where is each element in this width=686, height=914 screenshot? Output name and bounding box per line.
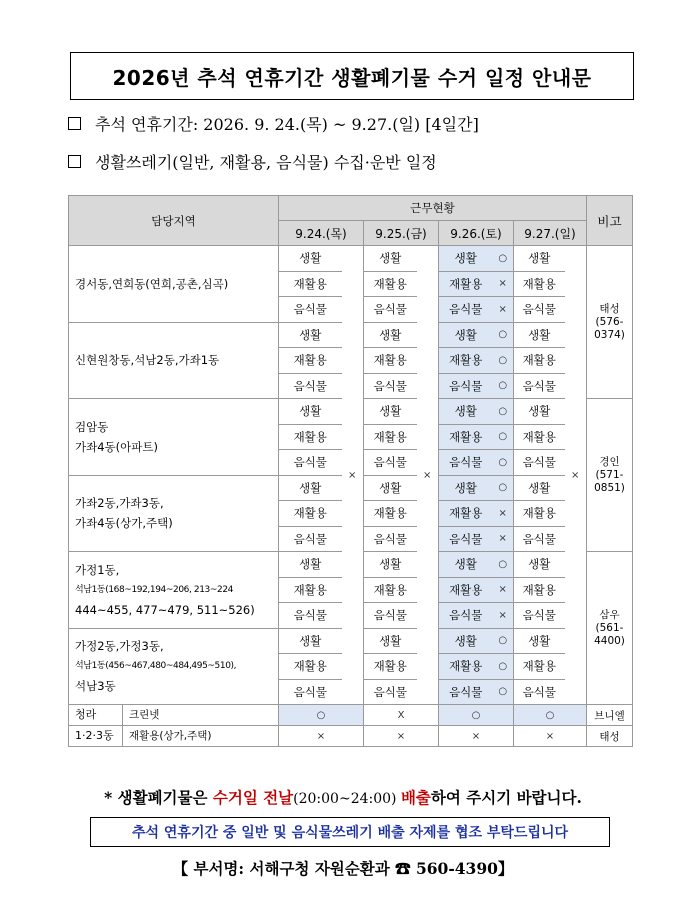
date-header: 9.24.(목) bbox=[279, 221, 364, 246]
waste-type-cell: 재활용 bbox=[514, 654, 565, 680]
schedule-table bbox=[68, 195, 633, 747]
status-header: 근무현황 bbox=[279, 196, 587, 221]
schedule-heading bbox=[68, 150, 437, 173]
cheongra-remark: 태성 bbox=[587, 726, 633, 747]
schedule-heading-text: 생활쓰레기(일반, 재활용, 음식물) 수집·운반 일정 bbox=[95, 153, 437, 172]
waste-type-cell: 음식물 bbox=[514, 603, 565, 629]
cheongra-type: 재활용(상가,주택) bbox=[123, 726, 279, 747]
waste-type-cell: 생활 bbox=[279, 322, 342, 348]
status-mark: ○ bbox=[493, 424, 514, 450]
waste-type-cell: 음식물 bbox=[439, 526, 493, 552]
status-mark: ○ bbox=[493, 348, 514, 374]
waste-type-cell: 생활 bbox=[439, 399, 493, 425]
area-line: 석남3동 bbox=[75, 679, 116, 694]
waste-type-cell: 재활용 bbox=[514, 348, 565, 374]
area-line: 석남1동(168~192,194~206, 213~224 bbox=[75, 584, 233, 595]
area-line: 가정2동,가정3동, bbox=[75, 639, 164, 654]
waste-type-cell: 생활 bbox=[364, 552, 417, 578]
waste-type-cell: 생활 bbox=[514, 399, 565, 425]
waste-type-cell: 음식물 bbox=[514, 373, 565, 399]
waste-type-cell: 재활용 bbox=[364, 271, 417, 297]
waste-type-cell: 생활 bbox=[279, 628, 342, 654]
waste-type-cell: 음식물 bbox=[514, 450, 565, 476]
waste-type-cell: 재활용 bbox=[439, 348, 493, 374]
waste-type-cell: 음식물 bbox=[279, 679, 342, 705]
cheongra-mark: × bbox=[514, 726, 587, 747]
notice-highlight: 수거일 전날 bbox=[212, 788, 294, 807]
waste-type-cell: 음식물 bbox=[439, 297, 493, 323]
status-mark: × bbox=[417, 246, 439, 705]
waste-type-cell: 재활용 bbox=[439, 271, 493, 297]
waste-type-cell: 음식물 bbox=[279, 603, 342, 629]
status-mark: × bbox=[493, 297, 514, 323]
remark-cell: 삼우 (561- 4400) bbox=[587, 552, 633, 705]
waste-type-cell: 재활용 bbox=[439, 654, 493, 680]
cheongra-mark: ○ bbox=[279, 705, 364, 726]
area-line: 가좌4동(아파트) bbox=[75, 439, 158, 454]
waste-type-cell: 생활 bbox=[439, 552, 493, 578]
waste-type-cell: 재활용 bbox=[439, 577, 493, 603]
waste-type-cell: 음식물 bbox=[439, 603, 493, 629]
area-line: 검암동 bbox=[75, 419, 109, 434]
remark-cell: 태성 (576- 0374) bbox=[587, 246, 633, 399]
waste-type-cell: 재활용 bbox=[279, 424, 342, 450]
waste-type-cell: 생활 bbox=[514, 246, 565, 272]
status-mark: ○ bbox=[493, 475, 514, 501]
waste-type-cell: 음식물 bbox=[364, 297, 417, 323]
waste-type-cell: 생활 bbox=[439, 475, 493, 501]
waste-type-cell: 생활 bbox=[514, 552, 565, 578]
area-line: 석남1동(456~467,480~484,495~510), bbox=[75, 661, 237, 672]
document-title: 2026년 추석 연휴기간 생활폐기물 수거 일정 안내문 bbox=[70, 52, 634, 100]
header-row bbox=[69, 196, 633, 221]
waste-type-cell: 재활용 bbox=[279, 654, 342, 680]
waste-type-cell: 음식물 bbox=[439, 679, 493, 705]
waste-type-cell: 생활 bbox=[364, 475, 417, 501]
status-mark: ○ bbox=[493, 246, 514, 272]
remark-header: 비고 bbox=[587, 196, 633, 246]
waste-type-cell: 음식물 bbox=[279, 526, 342, 552]
status-mark: ○ bbox=[493, 450, 514, 476]
cheongra-type: 크린넷 bbox=[123, 705, 279, 726]
cooperation-request: 추석 연휴기간 중 일반 및 음식물쓰레기 배출 자제를 협조 부탁드립니다 bbox=[90, 817, 610, 847]
waste-type-cell: 생활 bbox=[439, 322, 493, 348]
waste-type-cell: 음식물 bbox=[279, 297, 342, 323]
waste-type-cell: 재활용 bbox=[364, 501, 417, 527]
area-cell bbox=[69, 475, 279, 552]
cheongra-mark: X bbox=[364, 705, 439, 726]
notice-time: (20:00~24:00) bbox=[293, 791, 401, 807]
area-line: 신현원창동,석남2동,가좌1동 bbox=[75, 353, 220, 368]
cheongra-mark: ○ bbox=[514, 705, 587, 726]
date-header: 9.27.(일) bbox=[514, 221, 587, 246]
area-line: 444~455, 477~479, 511~526) bbox=[75, 602, 255, 617]
cheongra-remark: 브니엘 bbox=[587, 705, 633, 726]
status-mark: ○ bbox=[493, 399, 514, 425]
waste-type-cell: 생활 bbox=[364, 628, 417, 654]
date-header: 9.25.(금) bbox=[364, 221, 439, 246]
waste-type-cell: 음식물 bbox=[364, 526, 417, 552]
status-mark: × bbox=[493, 271, 514, 297]
cheongra-mark: × bbox=[364, 726, 439, 747]
status-mark: ○ bbox=[493, 552, 514, 578]
waste-type-cell: 음식물 bbox=[514, 526, 565, 552]
waste-type-cell: 재활용 bbox=[364, 424, 417, 450]
area-line: 가좌2동,가좌3동, bbox=[75, 496, 164, 511]
cheongra-label: 청라 bbox=[69, 705, 123, 726]
cheongra-mark: × bbox=[279, 726, 364, 747]
area-line: 가좌4동(상가,주택) bbox=[75, 516, 173, 531]
waste-type-cell: 생활 bbox=[279, 246, 342, 272]
waste-type-cell: 재활용 bbox=[279, 577, 342, 603]
table-row bbox=[69, 726, 633, 747]
waste-type-cell: 음식물 bbox=[364, 373, 417, 399]
waste-type-cell: 생활 bbox=[279, 475, 342, 501]
cheongra-label: 1·2·3동 bbox=[69, 726, 123, 747]
waste-type-cell: 생활 bbox=[439, 628, 493, 654]
status-mark: ○ bbox=[493, 679, 514, 705]
status-mark: ○ bbox=[493, 322, 514, 348]
holiday-period-text: 추석 연휴기간: 2026. 9. 24.(목) ~ 9.27.(일) [4일간] bbox=[95, 115, 479, 134]
disposal-notice bbox=[0, 786, 686, 808]
area-cell bbox=[69, 552, 279, 629]
waste-type-cell: 음식물 bbox=[439, 450, 493, 476]
waste-type-cell: 재활용 bbox=[514, 424, 565, 450]
notice-part: 하여 주시기 바랍니다. bbox=[430, 788, 582, 807]
status-mark: × bbox=[493, 577, 514, 603]
status-mark: × bbox=[493, 501, 514, 527]
checkbox-icon bbox=[68, 155, 81, 168]
area-cell bbox=[69, 628, 279, 705]
waste-type-cell: 재활용 bbox=[364, 577, 417, 603]
waste-type-cell: 음식물 bbox=[364, 679, 417, 705]
waste-type-cell: 음식물 bbox=[514, 297, 565, 323]
status-mark: ○ bbox=[493, 654, 514, 680]
waste-type-cell: 생활 bbox=[514, 322, 565, 348]
waste-type-cell: 생활 bbox=[514, 475, 565, 501]
cheongra-mark: × bbox=[439, 726, 514, 747]
remark-cell: 경인 (571- 0851) bbox=[587, 399, 633, 552]
checkbox-icon bbox=[68, 117, 81, 130]
date-header: 9.26.(토) bbox=[439, 221, 514, 246]
area-cell bbox=[69, 246, 279, 323]
waste-type-cell: 재활용 bbox=[279, 271, 342, 297]
waste-type-cell: 재활용 bbox=[279, 348, 342, 374]
waste-type-cell: 생활 bbox=[364, 322, 417, 348]
notice-highlight: 배출 bbox=[400, 788, 431, 807]
area-line: 가정1동, bbox=[75, 562, 120, 577]
table-row bbox=[69, 246, 633, 272]
department-info: 【 부서명: 서해구청 자원순환과 ☎ 560-4390】 bbox=[172, 859, 514, 878]
waste-type-cell: 음식물 bbox=[514, 679, 565, 705]
waste-type-cell: 생활 bbox=[364, 246, 417, 272]
waste-type-cell: 재활용 bbox=[439, 424, 493, 450]
waste-type-cell: 생활 bbox=[279, 552, 342, 578]
notice-part: * 생활폐기물은 bbox=[104, 788, 213, 807]
waste-type-cell: 생활 bbox=[279, 399, 342, 425]
waste-type-cell: 음식물 bbox=[279, 450, 342, 476]
waste-type-cell: 재활용 bbox=[364, 654, 417, 680]
status-mark: × bbox=[493, 526, 514, 552]
waste-type-cell: 음식물 bbox=[364, 603, 417, 629]
area-header: 담당지역 bbox=[69, 196, 279, 246]
area-cell bbox=[69, 322, 279, 399]
waste-type-cell: 음식물 bbox=[364, 450, 417, 476]
holiday-period bbox=[68, 112, 479, 135]
waste-type-cell: 재활용 bbox=[514, 271, 565, 297]
status-mark: ○ bbox=[493, 373, 514, 399]
waste-type-cell: 생활 bbox=[364, 399, 417, 425]
status-mark: × bbox=[565, 246, 587, 705]
waste-type-cell: 재활용 bbox=[439, 501, 493, 527]
waste-type-cell: 생활 bbox=[439, 246, 493, 272]
area-cell bbox=[69, 399, 279, 476]
waste-type-cell: 생활 bbox=[514, 628, 565, 654]
waste-type-cell: 재활용 bbox=[364, 348, 417, 374]
status-mark: × bbox=[342, 246, 364, 705]
waste-type-cell: 음식물 bbox=[279, 373, 342, 399]
status-mark: × bbox=[493, 603, 514, 629]
table-row bbox=[69, 705, 633, 726]
waste-type-cell: 재활용 bbox=[514, 501, 565, 527]
status-mark: ○ bbox=[493, 628, 514, 654]
cheongra-mark: ○ bbox=[439, 705, 514, 726]
waste-type-cell: 재활용 bbox=[279, 501, 342, 527]
waste-type-cell: 재활용 bbox=[514, 577, 565, 603]
waste-type-cell: 음식물 bbox=[439, 373, 493, 399]
area-line: 경서동,연희동(연희,공촌,심곡) bbox=[75, 276, 229, 291]
